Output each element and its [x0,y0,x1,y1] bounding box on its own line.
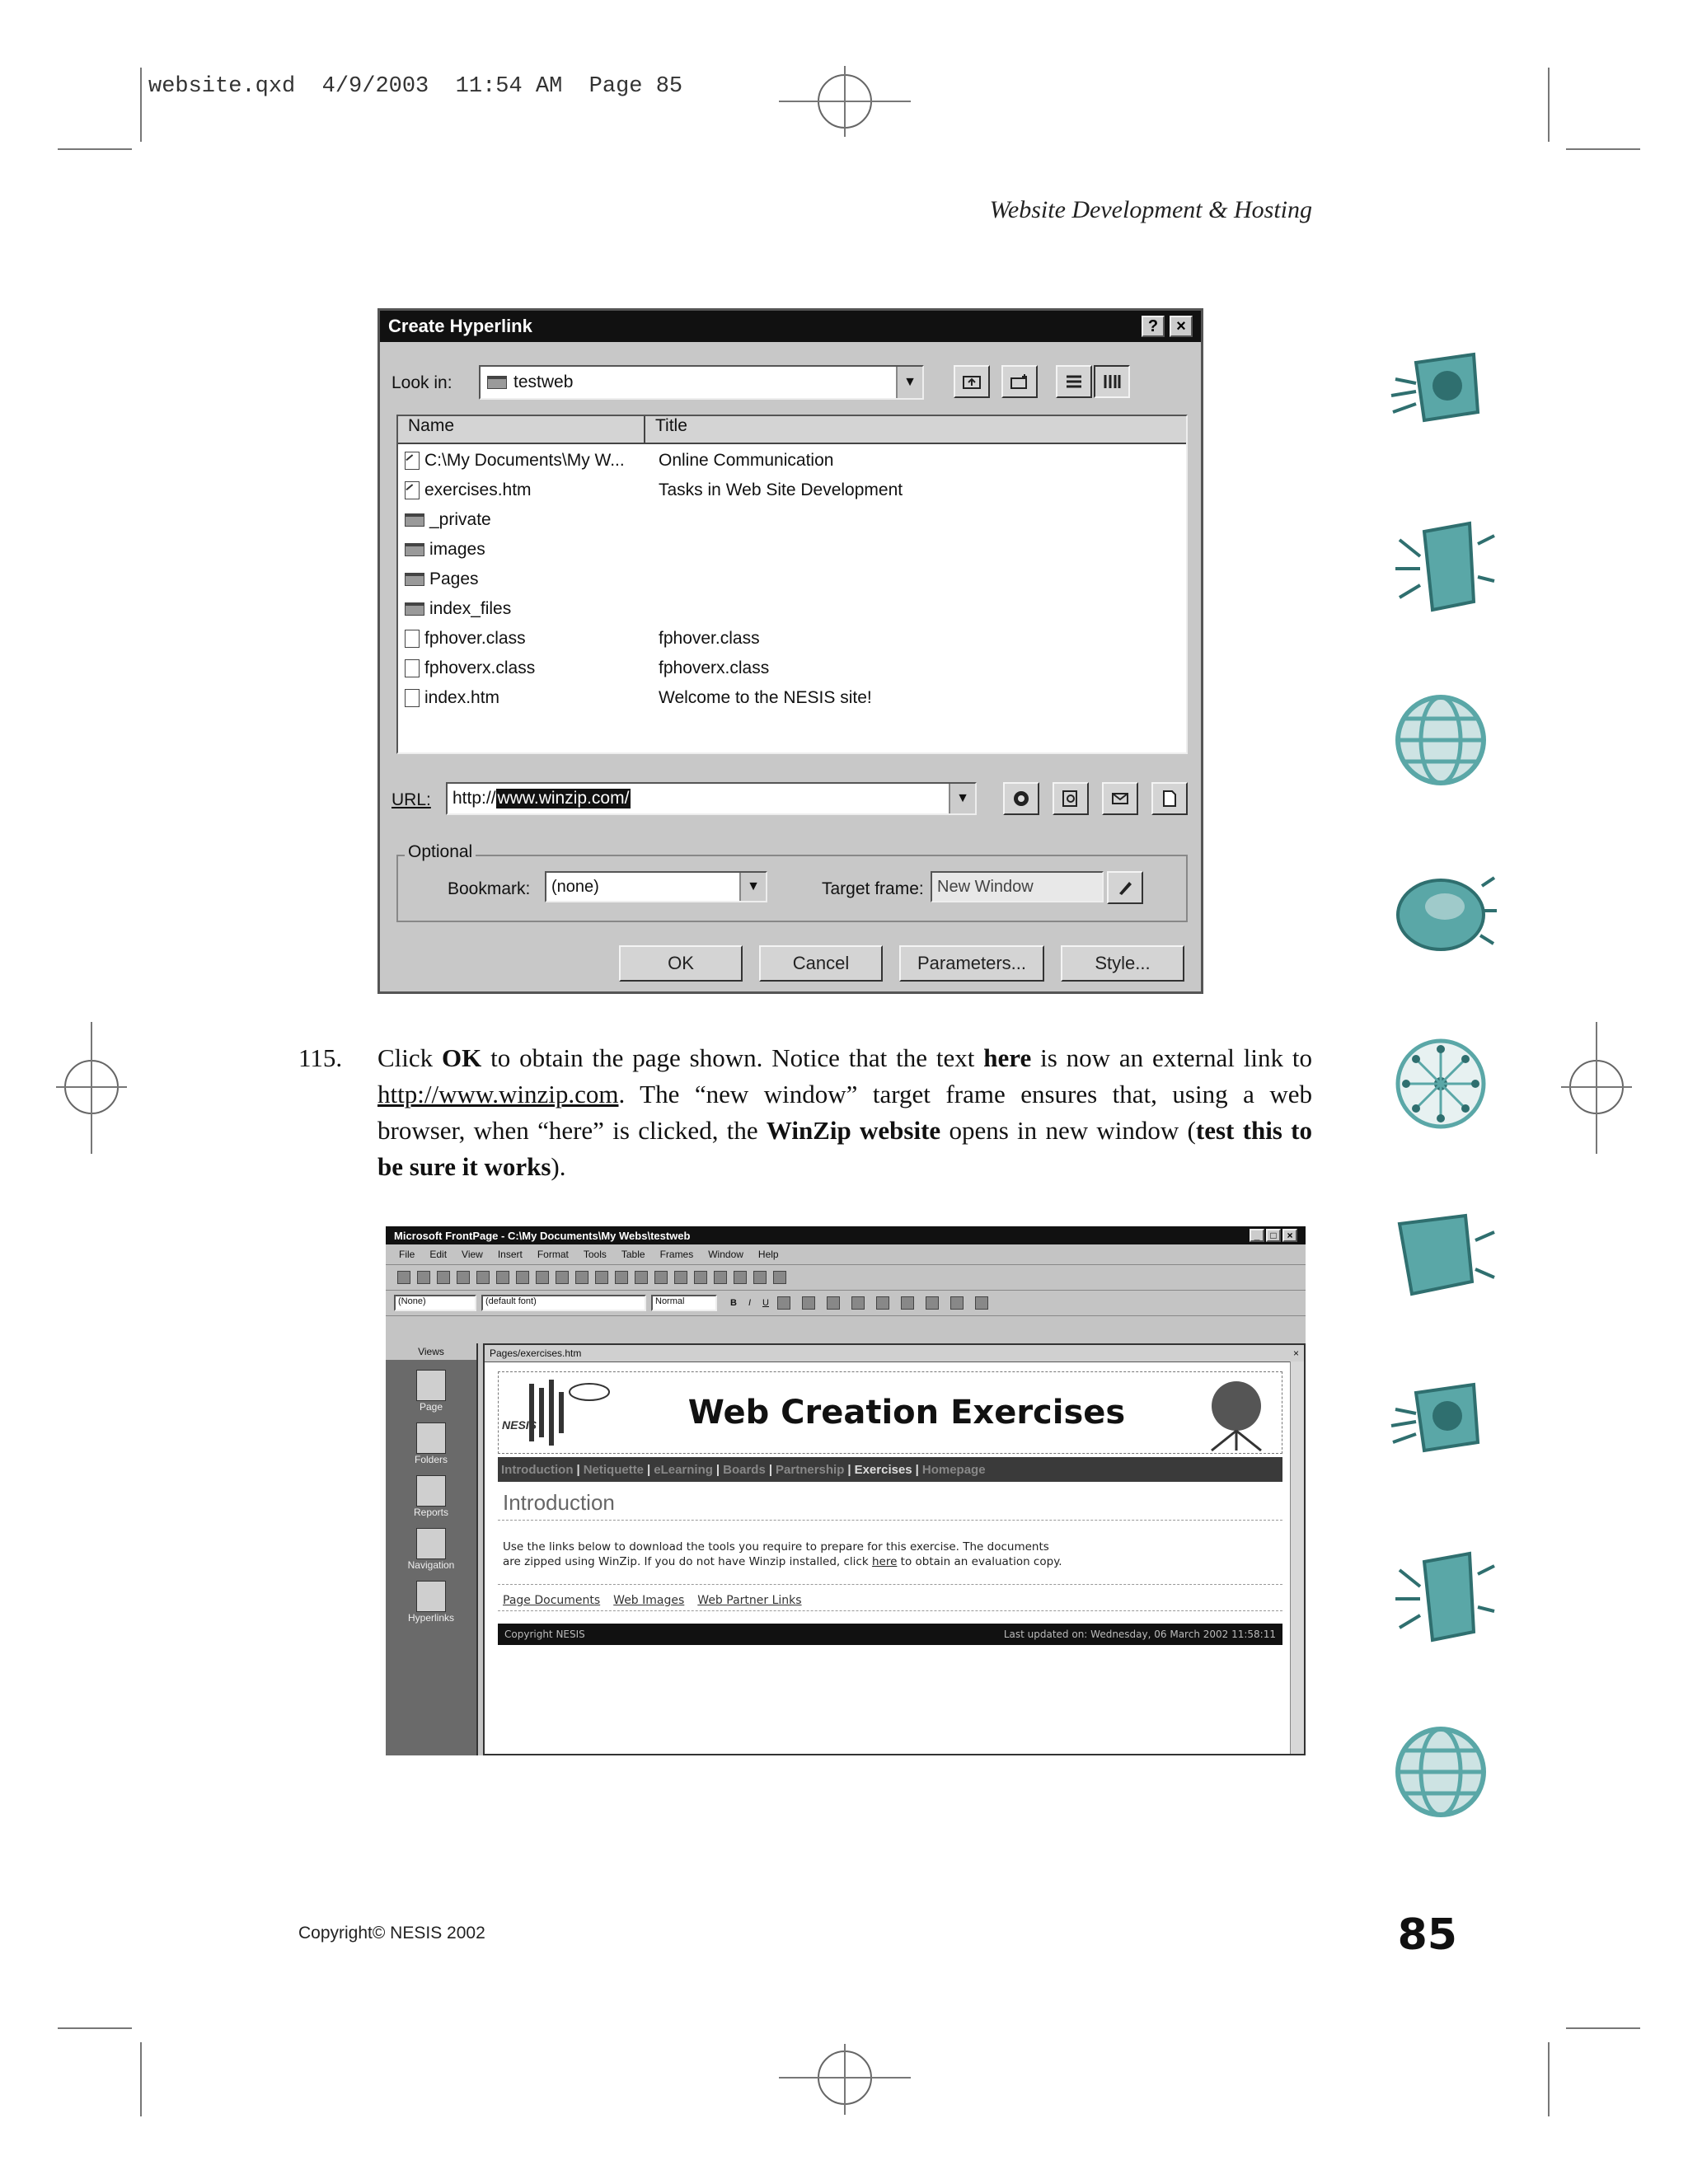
navigation-view-icon [416,1528,446,1559]
chevron-down-icon[interactable]: ▼ [896,367,922,398]
views-item[interactable] [386,1422,476,1465]
underline-button[interactable]: U [762,1298,769,1308]
browse-file-button[interactable] [1053,782,1089,815]
site-nav-link[interactable]: Boards [723,1462,766,1477]
menu-item[interactable]: Format [537,1249,569,1260]
file-rows [398,444,1186,713]
spelling-icon[interactable] [536,1271,549,1284]
file-search-icon [1061,789,1081,808]
cancel-button[interactable]: Cancel [759,945,883,982]
bold-run: WinZip website [766,1116,941,1145]
slug-line: website.qxd 4/9/2003 11:54 AM Page 85 [148,74,683,99]
file-name-cell [405,480,652,500]
new-folder-icon [1010,373,1029,390]
views-bar [386,1343,478,1755]
document-pane [483,1343,1306,1755]
target-frame-label: Target frame: [822,879,924,898]
frontpage-titlebar [386,1226,1306,1244]
file-name: Pages [429,569,479,588]
minimize-button[interactable]: _ [1250,1229,1264,1242]
list-item[interactable] [405,565,1186,594]
running-head: Website Development & Hosting [989,196,1312,223]
globe-icon [1383,1722,1498,1821]
page-footer-bar [498,1624,1282,1645]
create-hyperlink-dialog [377,308,1203,994]
file-icon [405,481,420,499]
target-frame-field[interactable] [931,871,1104,902]
file-title: Online Communication [659,451,834,470]
logo-text: NESIS [502,1418,537,1432]
registration-mark [844,2044,846,2115]
font-color-icon[interactable] [975,1296,988,1310]
registration-mark [91,1022,92,1154]
file-icon [405,659,420,677]
network-icon [1383,1034,1498,1133]
new-icon[interactable] [397,1271,410,1284]
table-icon[interactable] [654,1271,668,1284]
folder-icon [405,543,424,556]
document-tab[interactable]: Pages/exercises.htm [490,1347,582,1359]
divider [498,1610,1282,1611]
winzip-link[interactable]: http://www.winzip.com [377,1080,619,1108]
footer-copyright: Copyright© NESIS 2002 [298,1924,485,1943]
file-name-cell [405,629,652,649]
hyperlink-icon[interactable] [694,1271,707,1284]
file-name-cell [405,540,652,560]
publish-icon[interactable] [457,1271,470,1284]
bold-run: OK [442,1043,482,1072]
step-text [377,1040,1312,1185]
tower-icon [1383,1207,1498,1306]
menu-item[interactable]: Frames [659,1249,694,1260]
views-label: Hyperlinks [407,1612,454,1624]
list-item[interactable] [405,476,1186,505]
banner [498,1371,1282,1454]
hyperlinks-view-icon [416,1581,446,1612]
text-run: . The “new window” target frame ensures that, using a web browser, when “here” is clicked, the [377,1080,1312,1145]
paste-icon[interactable] [595,1271,608,1284]
bookmark-label: Bookmark: [448,879,531,898]
file-title: Welcome to the NESIS site! [659,688,872,707]
text-run: opens in new window ( [940,1116,1196,1145]
site-nav-link[interactable]: Netiquette [583,1462,645,1477]
close-button[interactable]: × [1282,1229,1297,1242]
file-title: fphover.class [659,629,760,648]
dialog-titlebar [380,311,1201,342]
page-view-icon [416,1370,446,1401]
menu-item[interactable]: Edit [429,1249,448,1260]
save-icon[interactable] [437,1271,450,1284]
stop-icon[interactable] [734,1271,747,1284]
bullets-icon[interactable] [876,1296,889,1310]
help-button[interactable]: ? [1142,316,1165,337]
site-nav-bar [498,1457,1282,1482]
open-icon[interactable] [417,1271,430,1284]
file-list[interactable] [396,415,1188,754]
globe-icon [1383,691,1498,790]
here-link[interactable]: here [871,1555,898,1568]
file-name-cell [405,658,652,678]
divider [498,1584,1282,1585]
menu-item[interactable]: Insert [497,1249,523,1260]
target-frame-value: New Window [937,877,1034,896]
new-page-button[interactable] [1151,782,1188,815]
url-input[interactable] [446,782,977,815]
download-link[interactable]: Web Partner Links [697,1594,802,1607]
new-page-icon [1160,789,1179,808]
nav-separator: | [915,1462,919,1477]
close-button[interactable]: × [1170,316,1193,337]
list-header [398,416,1186,444]
details-view-button[interactable] [1094,365,1130,398]
views-label: Reports [413,1507,449,1518]
optional-label: Optional [405,842,476,862]
new-folder-button[interactable] [1001,365,1038,398]
folder-icon [405,573,424,586]
monitor-icon [1383,1376,1498,1475]
column-header-title[interactable]: Title [655,416,687,435]
views-item[interactable] [386,1475,476,1518]
download-link[interactable]: Web Images [613,1594,685,1607]
align-right-icon[interactable] [827,1296,840,1310]
print-icon[interactable] [496,1271,509,1284]
section-heading: Introduction [503,1490,615,1515]
crop-mark [58,148,132,150]
italic-button[interactable]: I [748,1298,752,1308]
folder-icon [405,602,424,616]
up-one-level-button[interactable] [954,365,990,398]
bold-run: test this to be sure it works [377,1116,1312,1181]
views-item[interactable] [386,1581,476,1624]
folder-list-icon[interactable] [476,1271,490,1284]
logo-graphic [499,1376,622,1450]
file-name-cell [405,569,652,589]
dialog-title: Create Hyperlink [388,316,532,336]
cut-icon[interactable] [556,1271,569,1284]
bold-run: here [983,1043,1032,1072]
maximize-button[interactable]: □ [1266,1229,1281,1242]
text-run: are zipped using WinZip. If you do not have Winzip installed, click [503,1555,872,1568]
site-nav-link[interactable]: Exercises [854,1462,912,1477]
file-name: images [429,540,485,559]
tower-icon [1383,519,1498,618]
look-in-value: testweb [513,373,574,391]
crop-mark [1548,68,1550,142]
nav-separator: | [847,1462,851,1477]
folder-icon [487,376,507,389]
help-icon[interactable] [773,1271,786,1284]
bold-button[interactable]: B [730,1298,737,1308]
bookmark-value: (none) [551,877,599,896]
align-left-icon[interactable] [777,1296,790,1310]
image-icon[interactable] [674,1271,687,1284]
menu-item[interactable]: Tools [583,1249,607,1260]
crop-mark [1566,2027,1640,2029]
font-select[interactable]: (default font) [481,1295,646,1311]
list-item[interactable] [405,535,1186,565]
menu-item[interactable]: Help [757,1249,779,1260]
crop-mark [1566,148,1640,150]
file-name: fphover.class [424,629,526,648]
file-name: index.htm [424,688,500,707]
file-icon [405,452,420,470]
column-header-name[interactable]: Name [398,416,645,443]
crop-mark [140,68,142,142]
download-links [503,1594,802,1607]
file-name-cell [405,599,652,619]
footer-copyright: Copyright NESIS [504,1629,585,1640]
browse-web-button[interactable] [1003,782,1039,815]
chevron-down-icon[interactable]: ▼ [739,873,766,901]
folder-icon [405,513,424,527]
formatting-toolbar [386,1291,1306,1316]
list-item[interactable] [405,654,1186,683]
monitor-icon [1383,346,1498,445]
site-nav-link[interactable]: Homepage [921,1462,986,1477]
file-name-cell [405,451,652,471]
registration-mark [1596,1022,1597,1154]
list-view-button[interactable] [1056,365,1092,398]
numbering-icon[interactable] [851,1296,865,1310]
globe-tripod-icon [1191,1373,1282,1452]
site-nav-link[interactable]: Partnership [776,1462,845,1477]
menu-item[interactable]: Window [708,1249,743,1260]
ok-button[interactable]: OK [619,945,743,982]
intro-line [503,1554,1282,1569]
reports-view-icon [416,1475,446,1507]
undo-icon[interactable] [615,1271,628,1284]
step-paragraph [298,1040,1312,1185]
show-all-icon[interactable] [753,1271,767,1284]
intro-text [503,1540,1282,1569]
size-select[interactable]: Normal [651,1295,717,1311]
divider [498,1520,1282,1521]
parameters-button[interactable]: Parameters... [899,945,1044,982]
registration-mark [844,66,846,137]
list-item[interactable] [405,505,1186,535]
redo-icon[interactable] [635,1271,648,1284]
crop-mark [58,2027,132,2029]
url-prefix: http:// [452,789,496,808]
file-name-cell [405,688,652,708]
crop-mark [1548,2042,1550,2116]
tower-icon [1383,1549,1498,1648]
text-run: ). [551,1152,566,1181]
views-header: Views [386,1343,476,1360]
list-item[interactable] [405,683,1186,713]
frontpage-window [386,1226,1306,1755]
change-target-button[interactable] [1107,871,1143,904]
disc-icon [1383,861,1498,960]
file-title: fphoverx.class [659,658,770,677]
menu-item[interactable]: File [399,1249,415,1260]
scrollbar[interactable] [1290,1361,1304,1754]
file-icon [405,630,420,648]
chevron-down-icon[interactable]: ▼ [949,784,975,813]
nav-separator: | [576,1462,580,1477]
frontpage-title: Microsoft FrontPage - C:\My Documents\My Webs\testweb [394,1229,691,1242]
site-nav-link[interactable]: eLearning [654,1462,713,1477]
page-number: 85 [1397,1910,1457,1960]
url-label: URL: [392,790,431,809]
list-view-icon [1064,373,1084,390]
views-item[interactable] [386,1528,476,1571]
file-name: _private [429,510,491,529]
document-tab-bar [485,1345,1304,1362]
menu-item[interactable]: Table [621,1249,645,1260]
file-icon [405,689,420,707]
text-run: Click [377,1043,443,1072]
look-in-label: Look in: [392,373,452,392]
style-select[interactable]: (None) [394,1295,476,1311]
site-nav-link[interactable]: Introduction [501,1462,574,1477]
file-name: exercises.htm [424,480,532,499]
look-in-select[interactable] [479,365,924,400]
nav-separator: | [715,1462,720,1477]
details-view-icon [1102,373,1122,390]
text-run: to obtain an evaluation copy. [897,1555,1062,1568]
refresh-icon[interactable] [714,1271,727,1284]
banner-title: Web Creation Exercises [687,1394,1126,1432]
bookmark-select[interactable] [545,871,767,902]
text-run: is now an external link to [1031,1043,1312,1072]
download-link[interactable]: Page Documents [503,1594,601,1607]
pencil-icon [1116,879,1134,897]
align-center-icon[interactable] [802,1296,815,1310]
file-name: C:\My Documents\My W... [424,451,625,470]
footer-updated: Last updated on: Wednesday, 06 March 2002 11:58:11 [1003,1629,1276,1640]
nesis-logo [499,1376,622,1450]
email-link-button[interactable] [1102,782,1138,815]
outdent-icon[interactable] [901,1296,914,1310]
intro-line: Use the links below to download the tools you require to prepare for this exercise. The documents [503,1540,1049,1554]
style-button[interactable]: Style... [1061,945,1184,982]
views-label: Page [419,1401,443,1413]
folder-up-icon [962,373,982,390]
step-number: 115. [298,1043,343,1072]
standard-toolbar [386,1265,1306,1291]
highlight-icon[interactable] [950,1296,964,1310]
menu-bar [386,1244,1306,1265]
copy-icon[interactable] [575,1271,588,1284]
list-item[interactable] [405,446,1186,476]
crop-mark [140,2042,142,2116]
file-name: fphoverx.class [424,658,536,677]
file-title: Tasks in Web Site Development [659,480,903,499]
url-selection: www.winzip.com/ [497,789,630,808]
close-icon[interactable]: × [1292,1347,1299,1359]
file-name: index_files [429,599,512,618]
text-run: to obtain the page shown. Notice that the text [481,1043,984,1072]
indent-icon[interactable] [926,1296,939,1310]
envelope-icon [1110,789,1130,808]
views-item[interactable] [386,1370,476,1413]
web-browse-icon [1011,789,1031,808]
list-item[interactable] [405,594,1186,624]
nav-separator: | [768,1462,773,1477]
views-label: Folders [414,1454,448,1465]
folders-view-icon [416,1422,446,1454]
menu-item[interactable]: View [462,1249,483,1260]
list-item[interactable] [405,624,1186,654]
views-label: Navigation [407,1559,455,1571]
preview-icon[interactable] [516,1271,529,1284]
file-name-cell [405,510,652,530]
nav-separator: | [647,1462,651,1477]
